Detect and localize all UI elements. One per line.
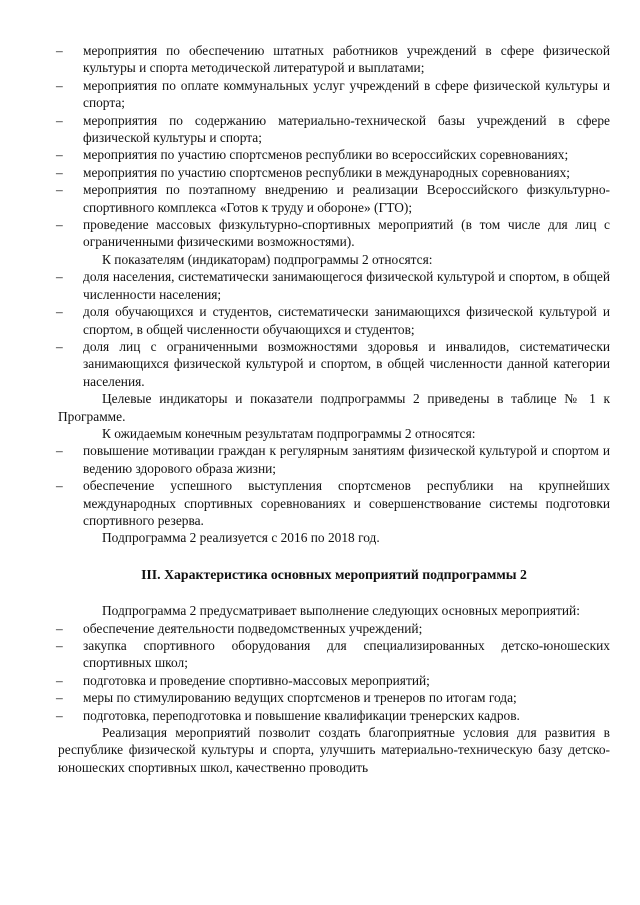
list-item: – мероприятия по участию спортсменов республики во всероссийских соревнованиях; <box>56 147 569 163</box>
dash-bullet: – <box>56 112 63 128</box>
list-item: – мероприятия по содержанию материально-технической базы учреждений в сфере физической культуры и спорта; <box>56 112 610 146</box>
list-item: – подготовка, переподготовка и повышение квалификации тренерских кадров. <box>56 707 520 723</box>
list-item: – закупка спортивного оборудования для специализированных детско-юношеских спортивных школ; <box>56 638 610 671</box>
period-paragraph: Подпрограмма 2 реализуется с 2016 по 2018 год. <box>102 530 380 546</box>
closing-paragraph: Реализация мероприятий позволит создать благоприятные условия для развития в республике физической культуры и спорта, улучшить материально-техническую базу детско-юношеских спортивных школ, качественно проводить <box>58 725 610 775</box>
list-item: – мероприятия по поэтапному внедрению и реализации Всероссийского физкультурно-спортивного комплекса «Готов к труду и обороне» (ГТО); <box>56 182 610 215</box>
indicators-list <box>58 268 610 390</box>
main-activities-list <box>58 620 610 724</box>
list-item: – обеспечение успешного выступления спортсменов республики на крупнейших международных спортивных соревнованиях и совершенствование системы подготовки спортивного резерва. <box>56 478 610 528</box>
list-item: – мероприятия по обеспечению штатных работников учреждений в сфере физической культуры и спорта методической литературой и выплатами; <box>56 43 610 76</box>
list-item: – доля лиц с ограниченными возможностями здоровья и инвалидов, систематически занимающихся физической культурой и спортом, в общей численности данной категории населения. <box>56 338 610 389</box>
dash-bullet: – <box>56 164 63 180</box>
dash-bullet: – <box>56 478 63 494</box>
dash-bullet: – <box>56 147 63 163</box>
list-item: – доля обучающихся и студентов, систематически занимающихся физической культурой и спортом, в общей численности обучающихся и студентов; <box>56 304 610 337</box>
list-item: – меры по стимулированию ведущих спортсменов и тренеров по итогам года; <box>56 690 517 706</box>
targets-paragraph: Целевые индикаторы и показатели подпрограммы 2 приведены в таблице № 1 к Программе. <box>58 391 610 424</box>
results-intro: К ожидаемым конечным результатам подпрограммы 2 относятся: <box>102 425 476 441</box>
dash-bullet: – <box>56 707 63 723</box>
list-item: – проведение массовых физкультурно-спортивных мероприятий (в том числе для лиц с ограниченными физическими возможностями). <box>56 217 610 250</box>
list-item: – мероприятия по участию спортсменов республики в международных соревнованиях; <box>56 164 571 180</box>
list-item: – повышение мотивации граждан к регулярным занятиям физической культурой и спортом и ведению здорового образа жизни; <box>56 443 610 476</box>
list-item: – доля населения, систематически занимающегося физической культурой и спортом, в общей численности населения; <box>56 269 610 302</box>
dash-bullet: – <box>56 338 63 354</box>
indicators-intro: К показателям (индикаторам) подпрограммы 2 относятся: <box>102 251 433 267</box>
list-item: – подготовка и проведение спортивно-массовых мероприятий; <box>56 672 430 688</box>
dash-bullet: – <box>56 443 63 459</box>
results-list <box>58 442 610 529</box>
dash-bullet: – <box>56 620 63 636</box>
dash-bullet: – <box>56 182 63 198</box>
dash-bullet: – <box>56 269 63 285</box>
dash-bullet: – <box>56 672 63 688</box>
dash-bullet: – <box>56 217 63 233</box>
section-heading: III. Характеристика основных мероприятий подпрограммы 2 <box>141 566 527 582</box>
dash-bullet: – <box>56 304 63 320</box>
dash-bullet: – <box>56 43 63 58</box>
dash-bullet: – <box>56 690 63 706</box>
list-item: – обеспечение деятельности подведомственных учреждений; <box>56 620 423 636</box>
measures-list <box>58 42 610 251</box>
section-intro: Подпрограмма 2 предусматривает выполнение следующих основных мероприятий: <box>102 603 580 619</box>
list-item: – мероприятия по оплате коммунальных услуг учреждений в сфере физической культуры и спорта; <box>56 77 610 111</box>
dash-bullet: – <box>56 77 63 93</box>
dash-bullet: – <box>56 638 63 653</box>
